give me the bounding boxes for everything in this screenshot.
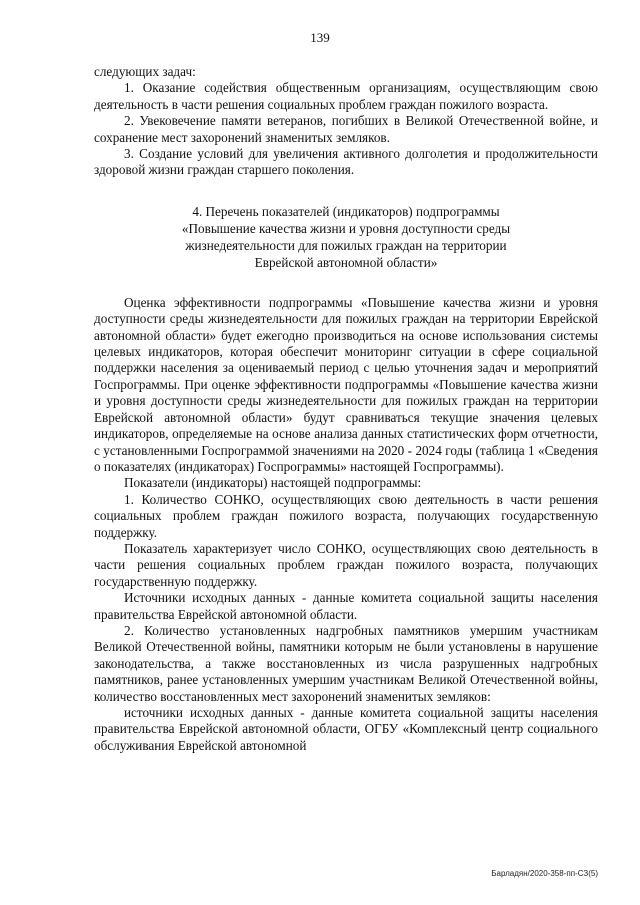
- section-title-line: жизнедеятельности для пожилых граждан на территории: [185, 237, 507, 253]
- paragraph-indicator-1: 1. Количество СОНКО, осуществляющих свою деятельность в части решения социальных проблем граждан пожилого возраста, получающих государственную поддержку.: [94, 491, 598, 540]
- section-title: [94, 203, 598, 271]
- section-title-line: «Повышение качества жизни и уровня доступности среды: [181, 220, 511, 236]
- intro-line: следующих задач:: [94, 64, 196, 79]
- paragraph-indicator-1-sources: Источники исходных данных - данные комитета социальной защиты населения правительства Еврейской автономной области.: [94, 590, 598, 622]
- paragraph-indicator-2: 2. Количество установленных надгробных памятников умершим участникам Великой Отечественной войны, памятники которым не были установлены в нарушение законодательства, а также восстановленных из числа разрушенных надгробных памятников, ранее установленных умершим участникам Великой Отечественной войны, количество восстановленных мест захоронений знаменитых земляков:: [94, 622, 598, 704]
- task-item-3: 3. Создание условий для увеличения активного долголетия и продолжительности здоровой жизни граждан старшего поколения.: [94, 146, 598, 178]
- paragraph-indicator-1-description: Показатель характеризует число СОНКО, осуществляющих свою деятельность в части решения социальных проблем граждан пожилого возраста, получающих государственную поддержку.: [94, 540, 598, 589]
- page-number: 139: [310, 30, 330, 45]
- document-code: Барладян/2020-358-пп-СЗ(5): [491, 869, 598, 878]
- document-body: [94, 64, 598, 754]
- paragraph-evaluation: Оценка эффективности подпрограммы «Повышение качества жизни и уровня доступности среды жизнедеятельности для пожилых граждан на территории Еврейской автономной области» будет ежегодно производиться на основе использования системы целевых индикаторов, которая обеспечит мониторинг ситуации в сфере социальной поддержки населения за оцениваемый период с целью уточнения задач и мероприятий Госпрограммы. При оценке эффективности подпрограммы «Повышение качества жизни и уровня доступности среды жизнедеятельности для пожилых граждан на территории Еврейской автономной области» будут сравниваться текущие значения целевых индикаторов, определяемые на основе анализа данных статистических форм отчетности, с установленными Госпрограммой значениями на 2020 - 2024 годы (таблица 1 «Сведения о показателях (индикаторах) Госпрограммы» настоящей Госпрограммы).: [94, 294, 598, 474]
- section-title-line: Еврейской автономной области»: [254, 254, 438, 270]
- section-title-line: 4. Перечень показателей (индикаторов) подпрограммы: [192, 203, 500, 219]
- paragraph-indicators-heading: Показатели (индикаторы) настоящей подпрограммы:: [124, 475, 422, 491]
- task-item-2: 2. Увековечение памяти ветеранов, погибших в Великой Отечественной войне, и сохранение мест захоронений знаменитых земляков.: [94, 113, 598, 145]
- paragraph-indicator-2-sources: источники исходных данных - данные комитета социальной защиты населения правительства Еврейской автономной области, ОГБУ «Комплексный центр социального обслуживания Еврейской автономной: [94, 705, 598, 753]
- task-item-1: 1. Оказание содействия общественным организациям, осуществляющим свою деятельность в части решения социальных проблем граждан пожилого возраста.: [94, 80, 598, 112]
